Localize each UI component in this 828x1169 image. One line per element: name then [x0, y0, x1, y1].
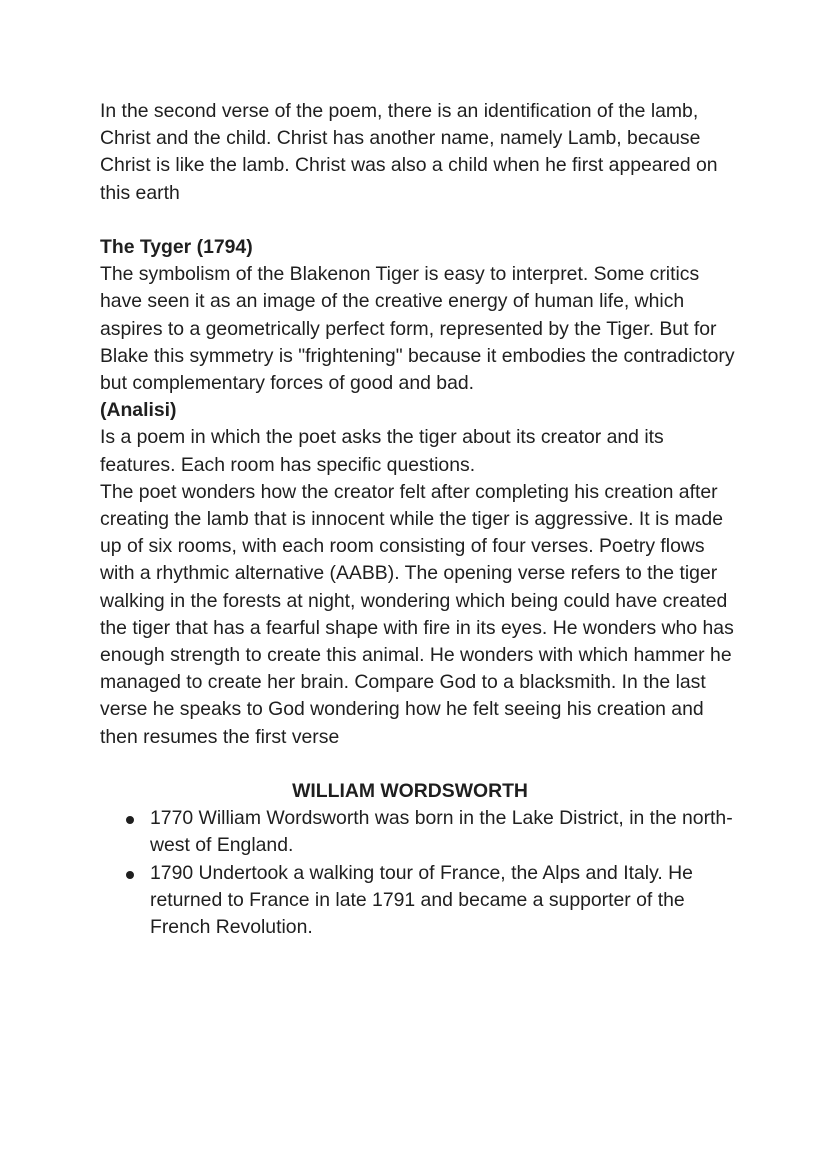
wordsworth-bullet-list — [100, 805, 740, 941]
tyger-heading: The Tyger (1794) — [100, 236, 253, 258]
tyger-paragraph: The symbolism of the Blakenon Tiger is easy to interpret. Some critics have seen it as an image of the creative energy of human life, which aspires to a geometrically perfect form, represented by the Tiger. But for Blake this symmetry is "frightening" because it embodies the contradictory but complementary forces of good and bad. — [100, 263, 735, 395]
analysis-paragraph-1: Is a poem in which the poet asks the tiger about its creator and its features. Each room has specific questions. — [100, 426, 664, 476]
spacer — [100, 751, 740, 778]
analysis-paragraph-2: The poet wonders how the creator felt after completing his creation after creating the lamb that is innocent while the tiger is aggressive. It is made up of six rooms, with each room consisting of four verses. Poetry flows with a rhythmic alternative (AABB). The opening verse refers to the tiger walking in the forests at night, wondering which being could have created the tiger that has a fearful shape with fire in its eyes. He wonders who has enough strength to create this animal. He wonders with which hammer he managed to create her brain. Compare God to a blacksmith. In the last verse he speaks to God wondering how he felt seeing his creation and then resumes the first verse — [100, 480, 734, 748]
analysis-heading: (Analisi) — [100, 399, 177, 422]
wordsworth-heading: WILLIAM WORDSWORTH — [292, 780, 528, 803]
spacer — [100, 207, 740, 234]
bullet-icon — [126, 871, 134, 879]
list-item-text: 1790 Undertook a walking tour of France, the Alps and Italy. He returned to France in late 1791 and became a supporter of the French Revolution. — [150, 861, 693, 939]
list-item — [100, 805, 740, 859]
list-item — [100, 860, 740, 942]
bullet-icon — [126, 816, 134, 824]
intro-paragraph: In the second verse of the poem, there is an identification of the lamb, Christ and the child. Christ has another name, namely Lamb, because Christ is like the lamb. Christ was also a child when he first appeared on this earth — [100, 100, 718, 204]
document-content — [100, 98, 740, 941]
list-item-text: 1770 William Wordsworth was born in the Lake District, in the north-west of England. — [150, 807, 733, 857]
